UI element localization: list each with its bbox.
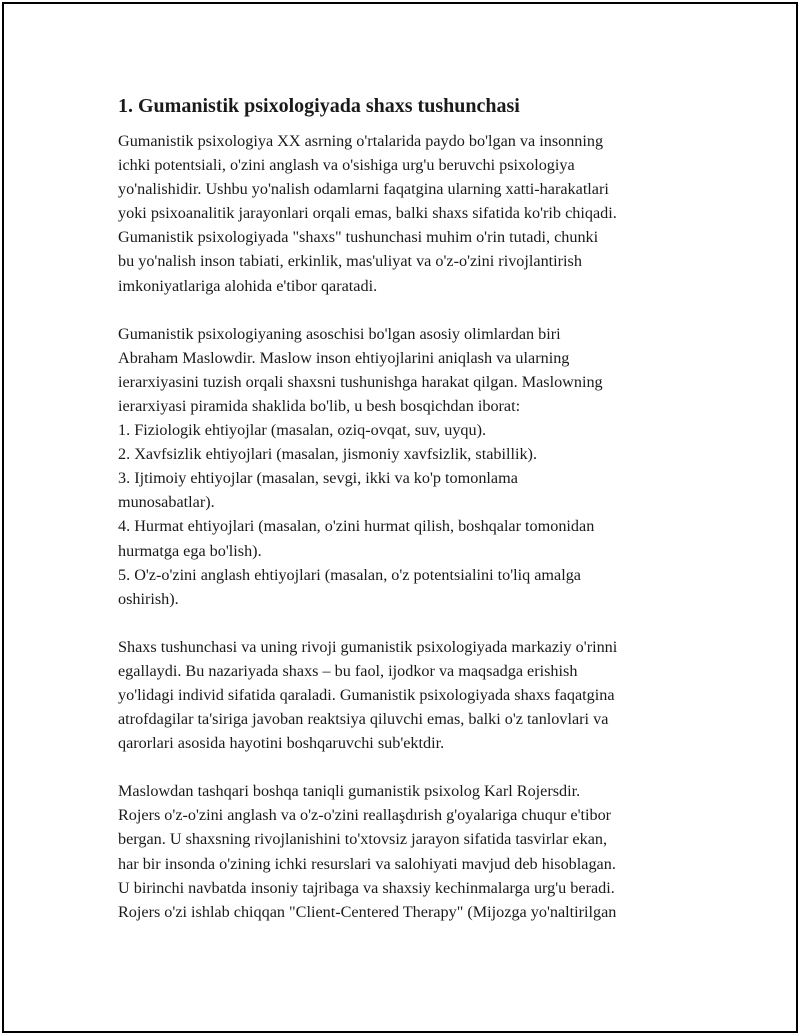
text-line: 4. Hurmat ehtiyojlari (masalan, o'zini hurmat qilish, boshqalar tomonidan	[118, 517, 595, 536]
text-line: imkoniyatlariga alohida e'tibor qaratadi.	[118, 276, 378, 295]
paragraph-gap	[118, 611, 693, 635]
text-line: qarorlari asosida hayotini boshqaruvchi sub'ektdir.	[118, 734, 445, 753]
document-body	[118, 92, 693, 924]
text-line: Shaxs tushunchasi va uning rivoji gumanistik psixologiyada markaziy o'rinni	[118, 637, 618, 656]
text-line: Gumanistik psixologiyada "shaxs" tushunchasi muhim o'rin tutadi, chunki	[118, 228, 599, 247]
text-line: yoki psixoanalitik jarayonlari orqali emas, balki shaxs sifatida ko'rib chiqadi.	[118, 204, 617, 223]
text-line: oshirish).	[118, 589, 179, 608]
document-title: 1. Gumanistik psixologiyada shaxs tushunchasi	[118, 95, 520, 117]
text-line: 1. Fiziologik ehtiyojlar (masalan, oziq-ovqat, suv, uyqu).	[118, 421, 487, 440]
paragraph-gap	[118, 755, 693, 779]
text-line: har bir insonda o'zining ichki resurslari va salohiyati mavjud deb hisoblagan.	[118, 854, 616, 873]
paragraph	[118, 322, 693, 611]
text-line: hurmatga ega bo'lish).	[118, 541, 262, 560]
text-line: Gumanistik psixologiya XX asrning o'rtalarida paydo bo'lgan va insonning	[118, 132, 604, 150]
text-line: Abraham Maslowdir. Maslow inson ehtiyojlarini aniqlash va ularning	[118, 348, 570, 367]
text-line: 3. Ijtimoiy ehtiyojlar (masalan, sevgi, ikki va ko'p tomonlama	[118, 469, 518, 488]
text-line: bu yo'nalish inson tabiati, erkinlik, mas'uliyat va o'z-o'zini rivojlantirish	[118, 252, 582, 271]
paragraph-gap	[118, 298, 693, 322]
paragraph	[118, 635, 693, 755]
text-line: bergan. U shaxsning rivojlanishini to'xtovsiz jarayon sifatida tasvirlar ekan,	[118, 830, 608, 849]
text-line: yo'lidagi individ sifatida qaraladi. Gumanistik psixologiyada shaxs faqatgina	[118, 685, 615, 704]
text-line: Rojers o'zi ishlab chiqqan "Client-Centered Therapy" (Mijozga yo'naltirilgan	[118, 902, 617, 921]
text-line: U birinchi navbatda insoniy tajribaga va shaxsiy kechinmalarga urg'u beradi.	[118, 878, 615, 897]
text-line: egallaydi. Bu nazariyada shaxs – bu faol, ijodkor va maqsadga erishish	[118, 661, 578, 680]
text-line: Gumanistik psixologiyaning asoschisi bo'lgan asosiy olimlardan biri	[118, 324, 561, 343]
paragraph	[118, 129, 693, 298]
text-line: ierarxiyasini tuzish orqali shaxsni tushunishga harakat qilgan. Maslowning	[118, 372, 603, 391]
text-line: Maslowdan tashqari boshqa taniqli gumanistik psixolog Karl Rojersdir.	[118, 782, 581, 801]
text-line: 2. Xavfsizlik ehtiyojlari (masalan, jismoniy xavfsizlik, stabillik).	[118, 445, 537, 464]
text-line: atrofdagilar ta'siriga javoban reaktsiya qiluvchi emas, balki o'z tanlovlari va	[118, 710, 609, 729]
text-line: 5. O'z-o'zini anglash ehtiyojlari (masalan, o'z potentsialini to'liq amalga	[118, 565, 581, 584]
text-line: ichki potentsiali, o'zini anglash va o'sishiga urg'u beruvchi psixologiya	[118, 156, 575, 175]
paragraph	[118, 779, 693, 924]
text-line: yo'nalishidir. Ushbu yo'nalish odamlarni faqatgina ularning xatti-harakatlari	[118, 180, 609, 199]
text-line: munosabatlar).	[118, 493, 215, 512]
text-line: Rojers o'z-o'zini anglash va o'z-o'zini reallaşdırish g'oyalariga chuqur e'tibor	[118, 806, 612, 825]
paragraphs	[118, 129, 693, 924]
text-line: ierarxiyasi piramida shaklida bo'lib, u besh bosqichdan iborat:	[118, 396, 521, 415]
